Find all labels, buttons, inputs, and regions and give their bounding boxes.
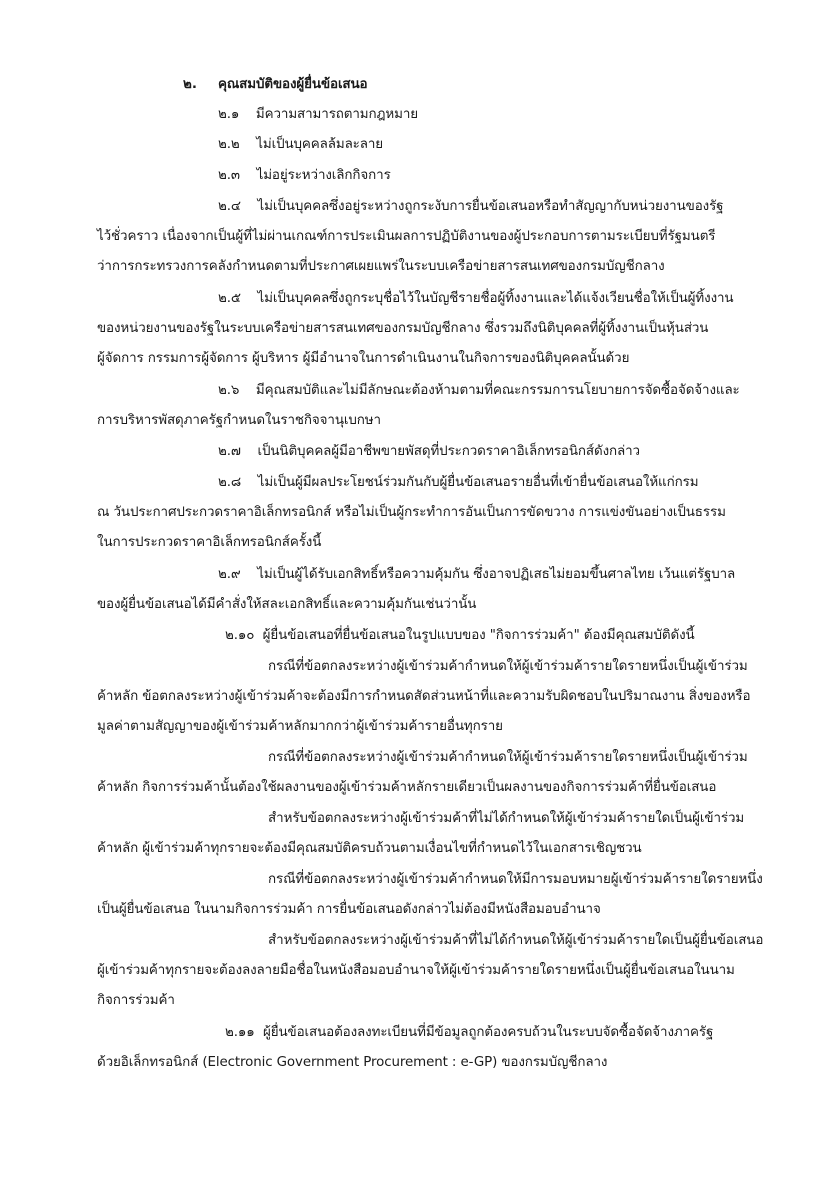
section-number: ๒. — [183, 77, 197, 92]
paragraph-line: ด้วยอิเล็กทรอนิกส์ (Electronic Government Procurement : e-GP) ของกรมบัญชีกลาง — [97, 1055, 608, 1070]
paragraph-line: ค้าหลัก กิจการร่วมค้านั้นต้องใช้ผลงานของผู้เข้าร่วมค้าหลักรายเดียวเป็นผลงานของกิจการร่วมค้าที่ยื่นข้อเสนอ — [97, 780, 717, 795]
paragraph-line: ผู้จัดการ กรรมการผู้จัดการ ผู้บริหาร ผู้มีอำนาจในการดำเนินงานในกิจการของนิติบุคคลนั้นด้วย — [97, 351, 630, 366]
paragraph-line: ณ วันประกาศประกวดราคาอิเล็กทรอนิกส์ หรือไม่เป็นผู้กระทำการอันเป็นการขัดขวาง การแข่งขันอย่างเป็นธรรม — [97, 505, 726, 520]
paragraph-line: ของหน่วยงานของรัฐในระบบเครือข่ายสารสนเทศของกรมบัญชีกลาง ซึ่งรวมถึงนิติบุคคลที่ผู้ทิ้งงานเป็นหุ้นส่วน — [97, 321, 709, 336]
paragraph-line: ผู้เข้าร่วมค้าทุกรายจะต้องลงลายมือชื่อในหนังสือมอบอำนาจให้ผู้เข้าร่วมค้ารายใดรายหนึ่งเป็นผู้ยื่นข้อเสนอในนาม — [97, 963, 735, 978]
clause-2-10: ๒.๑๐ ผู้ยื่นข้อเสนอที่ยื่นข้อเสนอในรูปแบบของ "กิจการร่วมค้า" ต้องมีคุณสมบัติดังนี้ — [225, 628, 695, 643]
clause-2-6: ๒.๖ มีคุณสมบัติและไม่มีลักษณะต้องห้ามตามที่คณะกรรมการนโยบายการจัดซื้อจัดจ้างและ — [218, 383, 740, 398]
paragraph-line: กิจการร่วมค้า — [97, 993, 175, 1008]
paragraph-line: มูลค่าตามสัญญาของผู้เข้าร่วมค้าหลักมากกว่าผู้เข้าร่วมค้ารายอื่นทุกราย — [97, 719, 503, 734]
paragraph-line: การบริหารพัสดุภาครัฐกำหนดในราชกิจจานุเบกษา — [97, 413, 381, 428]
clause-2-4: ๒.๔ ไม่เป็นบุคคลซึ่งอยู่ระหว่างถูกระงับการยื่นข้อเสนอหรือทำสัญญากับหน่วยงานของรัฐ — [218, 199, 724, 214]
clause-2-2: ๒.๒ ไม่เป็นบุคคลล้มละลาย — [218, 137, 384, 152]
paragraph-line: เป็นผู้ยื่นข้อเสนอ ในนามกิจการร่วมค้า การยื่นข้อเสนอดังกล่าวไม่ต้องมีหนังสือมอบอำนาจ — [97, 902, 601, 917]
paragraph-line: สำหรับข้อตกลงระหว่างผู้เข้าร่วมค้าที่ไม่ได้กำหนดให้ผู้เข้าร่วมค้ารายใดเป็นผู้เข้าร่วม — [268, 811, 745, 826]
paragraph-line: ค้าหลัก ผู้เข้าร่วมค้าทุกรายจะต้องมีคุณสมบัติครบถ้วนตามเงื่อนไขที่กำหนดไว้ในเอกสารเชิญชวน — [97, 841, 642, 856]
paragraph-line: กรณีที่ข้อตกลงระหว่างผู้เข้าร่วมค้ากำหนดให้ผู้เข้าร่วมค้ารายใดรายหนึ่งเป็นผู้เข้าร่วม — [268, 659, 748, 674]
paragraph-line: กรณีที่ข้อตกลงระหว่างผู้เข้าร่วมค้ากำหนดให้ผู้เข้าร่วมค้ารายใดรายหนึ่งเป็นผู้เข้าร่วม — [268, 750, 748, 765]
section-title: คุณสมบัติของผู้ยื่นข้อเสนอ — [218, 77, 368, 92]
clause-2-5: ๒.๕ ไม่เป็นบุคคลซึ่งถูกระบุชื่อไว้ในบัญชีรายชื่อผู้ทิ้งงานและได้แจ้งเวียนชื่อให้เป็นผู้ทิ้งงาน — [218, 291, 734, 306]
clause-2-3: ๒.๓ ไม่อยู่ระหว่างเลิกกิจการ — [218, 168, 391, 183]
clause-2-7: ๒.๗ เป็นนิติบุคคลผู้มีอาชีพขายพัสดุที่ประกวดราคาอิเล็กทรอนิกส์ดังกล่าว — [218, 444, 640, 459]
clause-2-9: ๒.๙ ไม่เป็นผู้ได้รับเอกสิทธิ์หรือความคุ้มกัน ซึ่งอาจปฏิเสธไม่ยอมขึ้นศาลไทย เว้นแต่รัฐบาล — [218, 567, 736, 582]
clause-2-11: ๒.๑๑ ผู้ยื่นข้อเสนอต้องลงทะเบียนที่มีข้อมูลถูกต้องครบถ้วนในระบบจัดซื้อจัดจ้างภาครัฐ — [225, 1025, 714, 1040]
paragraph-line: สำหรับข้อตกลงระหว่างผู้เข้าร่วมค้าที่ไม่ได้กำหนดให้ผู้เข้าร่วมค้ารายใดเป็นผู้ยื่นข้อเสนอ — [268, 933, 764, 948]
paragraph-line: ค้าหลัก ข้อตกลงระหว่างผู้เข้าร่วมค้าจะต้องมีการกำหนดสัดส่วนหน้าที่และความรับผิดชอบในปริมาณงาน สิ่งของหรือ — [97, 689, 751, 704]
clause-2-8: ๒.๘ ไม่เป็นผู้มีผลประโยชน์ร่วมกันกับผู้ยื่นข้อเสนอรายอื่นที่เข้ายื่นข้อเสนอให้แก่กรม — [218, 475, 699, 490]
paragraph-line: ไว้ชั่วคราว เนื่องจากเป็นผู้ที่ไม่ผ่านเกณฑ์การประเมินผลการปฏิบัติงานของผู้ประกอบการตามระเบียบที่รัฐมนตรี — [97, 229, 716, 244]
paragraph-line: ว่าการกระทรวงการคลังกำหนดตามที่ประกาศเผยแพร่ในระบบเครือข่ายสารสนเทศของกรมบัญชีกลาง — [97, 259, 665, 274]
paragraph-line: ในการประกวดราคาอิเล็กทรอนิกส์ครั้งนี้ — [97, 535, 322, 550]
paragraph-line: กรณีที่ข้อตกลงระหว่างผู้เข้าร่วมค้ากำหนดให้มีการมอบหมายผู้เข้าร่วมค้ารายใดรายหนึ่ง — [268, 872, 763, 887]
clause-2-1: ๒.๑ มีความสามารถตามกฎหมาย — [218, 107, 419, 122]
paragraph-line: ของผู้ยื่นข้อเสนอได้มีคำสั่งให้สละเอกสิทธิ์และความคุ้มกันเช่นว่านั้น — [97, 597, 477, 612]
